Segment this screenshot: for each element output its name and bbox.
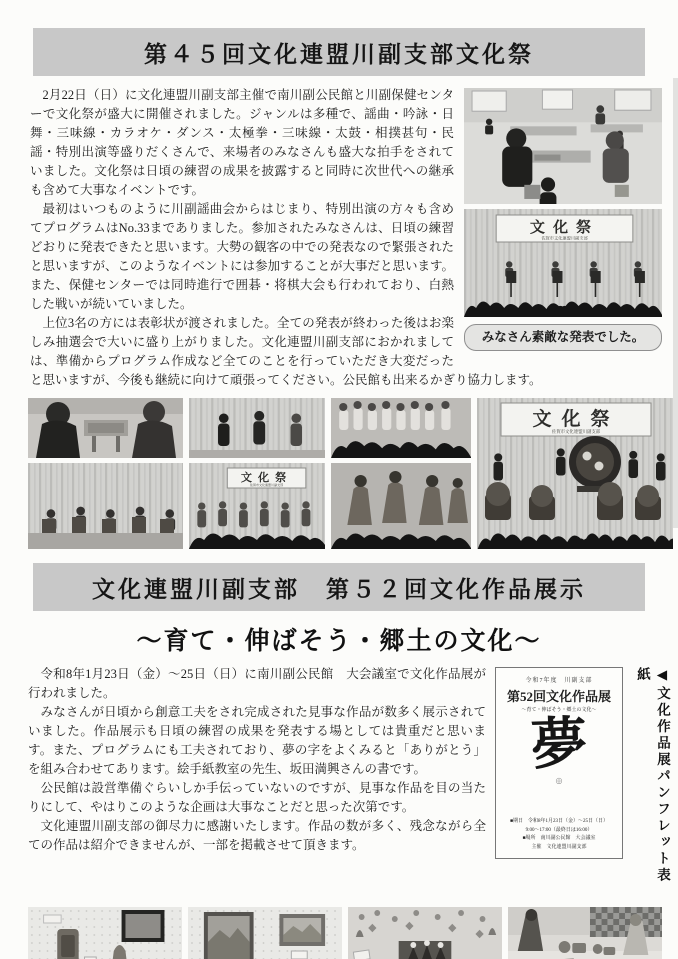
three-performers-illustration	[189, 398, 325, 458]
festival-banner-text-3: 文化祭	[240, 472, 293, 484]
photo-taiko-stage	[477, 398, 673, 549]
pamphlet-cover	[495, 667, 623, 859]
taiko-stage-illustration	[477, 398, 673, 549]
lineup-performers-illustration	[189, 463, 325, 549]
photo-paintings-display	[188, 907, 342, 959]
festival-photo-grid	[28, 398, 673, 549]
photo-caption-bubble	[464, 324, 662, 351]
section2-paragraph-3: 公民館は設営準備ぐらいしか手伝っていないのですが、見事な作品を目の当たりにして、やはりこのような企画は大事なことだと思った次第です。	[28, 781, 486, 814]
stage-group-illustration	[331, 398, 471, 458]
section1-title-banner	[33, 28, 645, 76]
festival-banner-text: 文化祭	[529, 220, 600, 236]
hina-dolls-illustration	[348, 907, 502, 959]
photo-dolls-and-quilts	[508, 907, 662, 959]
photo-stage-shamisen	[464, 209, 662, 317]
section2-paragraph-4: 文化連盟川副支部の御尽力に感謝いたします。作品の数が多く、残念ながら全ての作品は紹介できませんが、一部を掲載させて頂きます。	[28, 819, 486, 852]
photo-stage-group	[331, 398, 471, 458]
pamphlet-detail-place: ■場所 南川副公民館 大会議室	[522, 836, 596, 841]
photo-wood-carving-display	[28, 907, 182, 959]
dream-calligraphy: 夢	[529, 713, 589, 777]
section2-subtitle: ～育て・伸ばそう・郷土の文化～	[136, 628, 542, 655]
section2-paragraph-1: 令和8年1月23日（金）～25日（日）に南川副公民館 大会議室で文化作品展が行われました。	[28, 667, 486, 700]
go-players-illustration	[28, 398, 183, 458]
seal-mark: ◎	[555, 775, 563, 785]
paintings-display-illustration	[188, 907, 342, 959]
section2-paragraph-2: みなさんが日頃から創意工夫をされ完成された見事な作品が数多く展示されていました。作品展示も日頃の練習の成果を発表する場としては貴重だと思います。また、プログラムにも工夫されており、夢の字をよくみると「ありがとう」を組み合わせてあります。絵手紙教室の先生、坂田満興さんの書です。	[28, 705, 486, 776]
section1-body	[30, 86, 662, 390]
section1-photo-column	[464, 88, 662, 351]
section2-body	[28, 665, 672, 897]
photo-hina-dolls-display	[348, 907, 502, 959]
section1-paragraph-3: 上位3名の方には表彰状が渡されました。全ての発表が終わった後はお楽しみ抽選会で大いに盛り上がりました。文化連盟川副支部におかれましては、準備からプログラム作成など全てのことを行っていただき大変だったと思いますが、今後も継続に向けて頑張ってください。公民館も出来るかぎり協力します。	[30, 316, 542, 387]
pamphlet-title: 第52回文化作品展	[506, 689, 611, 704]
festival-banner-subtext-2: 佐賀市文化連盟川副支部	[551, 429, 601, 434]
pamphlet-detail-date: ■期日 令和8年1月23日（金）～25日（日）	[509, 819, 609, 824]
section2-text	[28, 665, 486, 855]
section1-paragraph-2: 最初はいつものように川副謡曲会からはじまり、特別出演の方々も含めてプログラムはNo.33までありました。参加されたみなさんは、日頃の練習どおりに発表できたと思います。大勢の観客の中での発表なので緊張されたと思いますが、このようなイベントには参加することが大事だと思います。また、保健センターでは同時進行で囲碁・将棋大会も行われており、白熱した戦いが続いていました。	[30, 202, 455, 311]
photo-lineup-performers	[189, 463, 325, 549]
festival-banner-subtext: 佐賀市文化連盟川副支部	[541, 235, 588, 241]
pamphlet-subtitle: ～育て・伸ばそう・郷土の文化～	[521, 708, 597, 713]
pamphlet-detail-host: 主催 文化連盟川副支部	[531, 844, 587, 850]
board-game-room-illustration	[464, 88, 662, 204]
pamphlet-side-caption: ◀文化作品展パンフレット表紙	[635, 667, 670, 884]
photo-seated-singers	[28, 463, 183, 549]
photo-caption-text: みなさん素敵な発表でした。	[481, 330, 645, 344]
section2-title: 文化連盟川副支部 第５２回文化作品展示	[92, 577, 586, 602]
pamphlet-year-label: 令和7年度 川副支部	[525, 678, 593, 684]
scan-edge-artifact	[673, 78, 678, 528]
festival-banner-subtext-3: 佐賀市文化連盟川副支部	[250, 483, 284, 487]
dolls-quilts-illustration	[508, 907, 662, 959]
pamphlet-detail-time: 9:00～17:00（最終日は16:00）	[525, 827, 593, 833]
section1-title: 第４５回文化連盟川副支部文化祭	[144, 42, 534, 67]
artwork-photo-grid	[28, 907, 662, 959]
pamphlet-details	[500, 818, 618, 852]
photo-kimono-performers	[331, 463, 471, 549]
kimono-performers-illustration	[331, 463, 471, 549]
wood-carving-illustration	[28, 907, 182, 959]
seated-singers-illustration	[28, 463, 183, 549]
photo-three-performers	[189, 398, 325, 458]
photo-board-game-room	[464, 88, 662, 204]
festival-banner-text-2: 文化祭	[532, 409, 620, 430]
section2-title-banner	[33, 563, 645, 611]
photo-go-players	[28, 398, 183, 458]
section1-paragraph-1: 2月22日（日）に文化連盟川副支部主催で南川副公民館と川副保健センターで文化祭が盛大に開催されました。ジャンルは多種で、謡曲・吟詠・日舞・三味線・カラオケ・ダンス・太極拳・三味線・太鼓・相撲甚句・民謡・特別出演等盛りだくさんで、来場者のみなさんも盛大な拍手をされていました。文化祭は日頃の練習の成果を披露すると同時に次世代への継承も含めて大事なイベントです。	[30, 88, 454, 197]
stage-shamisen-illustration	[464, 209, 662, 317]
